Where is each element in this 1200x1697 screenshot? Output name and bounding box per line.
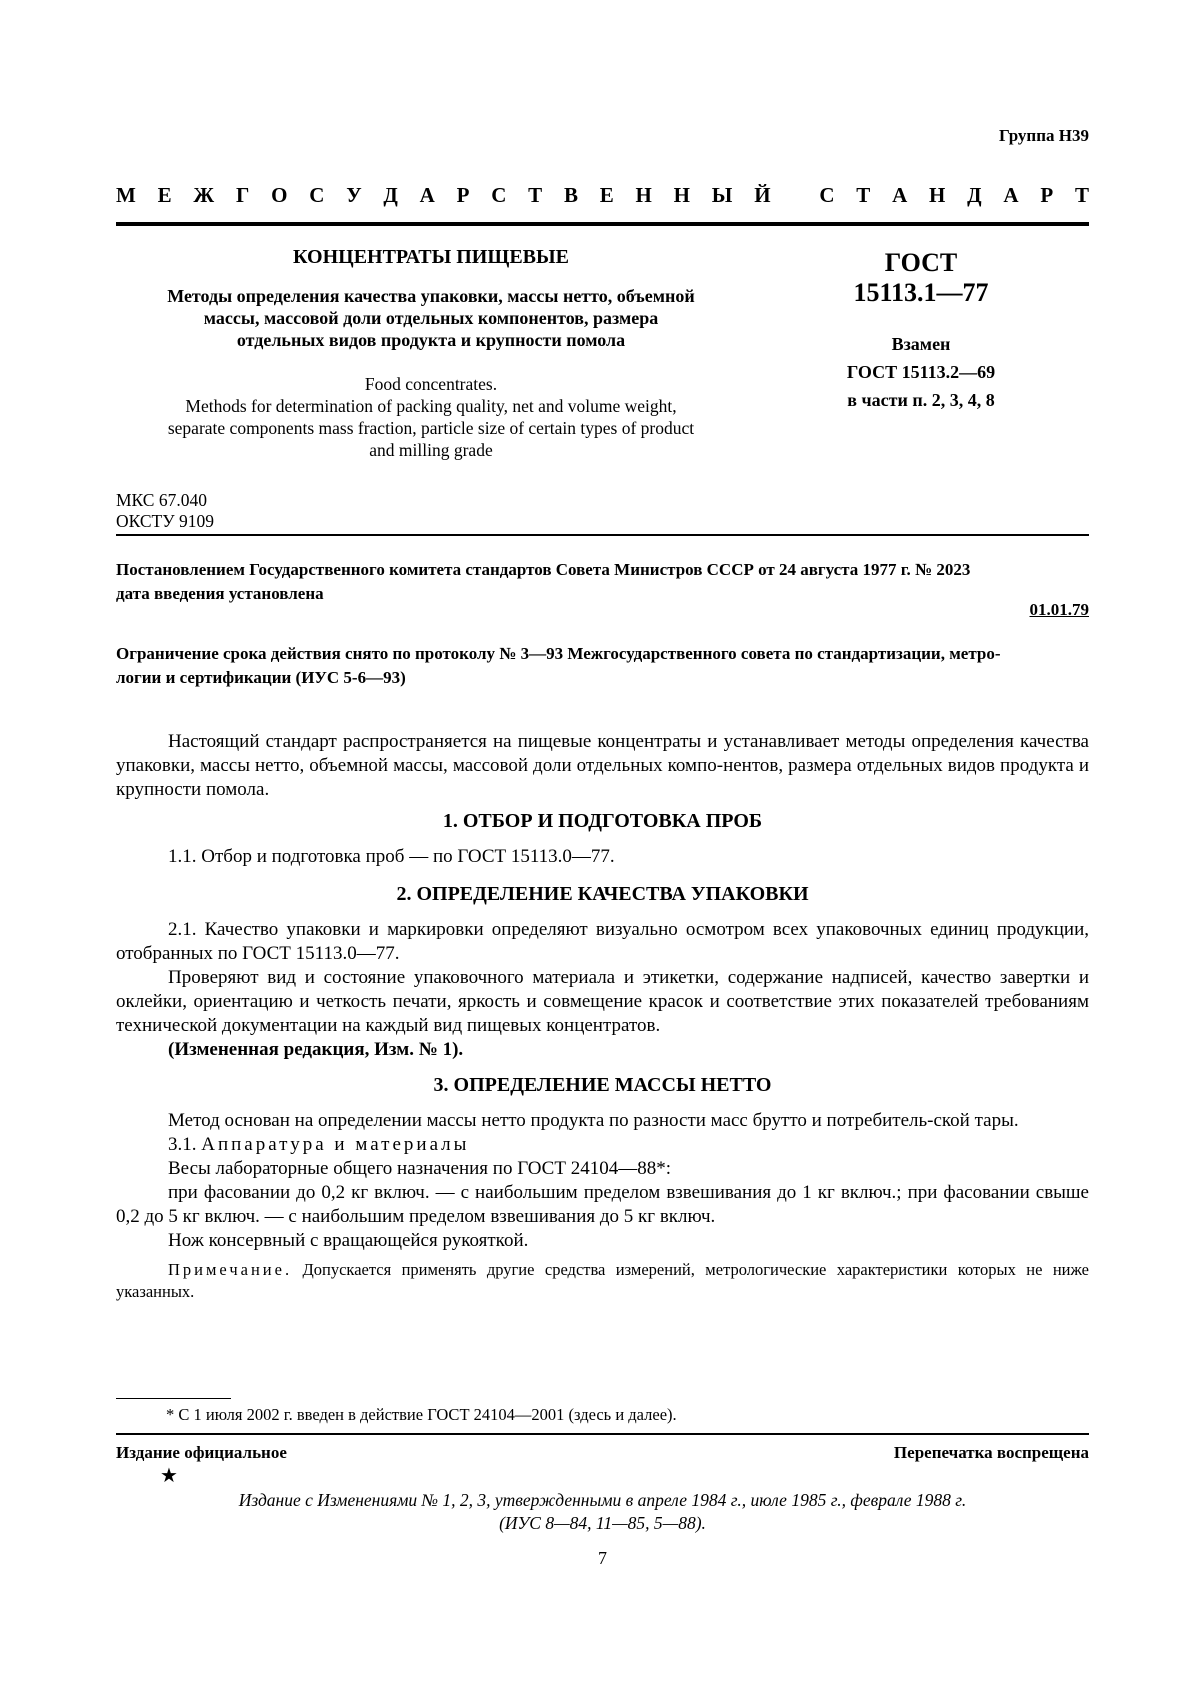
- subsection-number: 3.1.: [168, 1134, 197, 1155]
- header-letter: Н: [635, 183, 652, 207]
- header-letter: Н: [673, 183, 690, 207]
- header-letter: Г: [235, 183, 250, 207]
- restriction-line: Ограничение срока действия снято по протоколу № 3—93 Межгосударственного совета по стандартизации, метро-: [116, 644, 1001, 663]
- header-letter: Д: [967, 183, 982, 207]
- header-letter: М: [116, 183, 136, 207]
- classification-codes: [116, 490, 214, 532]
- header-letter: Д: [383, 183, 398, 207]
- edition-line: (ИУС 8—84, 11—85, 5—88).: [499, 1513, 706, 1533]
- edition-note: [116, 1489, 1089, 1535]
- header-letter: Т: [528, 183, 543, 207]
- note-label: Примечание.: [168, 1260, 293, 1279]
- header-letter: У: [346, 183, 362, 207]
- section-heading: 3. ОПРЕДЕЛЕНИЕ МАССЫ НЕТТО: [433, 1074, 772, 1096]
- replaced-standard: ГОСТ 15113.2—69: [846, 362, 996, 382]
- gost-label: ГОСТ: [884, 248, 958, 277]
- star-icon: ★: [160, 1465, 178, 1487]
- header-letter: В: [563, 183, 578, 207]
- header-gap: [792, 183, 797, 208]
- header-letter: Р: [456, 183, 470, 207]
- header-letter: А: [1003, 183, 1019, 207]
- header-letter: Н: [929, 183, 946, 207]
- subsection-title: Аппаратура и материалы: [201, 1134, 470, 1155]
- header-letter: С: [491, 183, 507, 207]
- paragraph: 1.1. Отбор и подготовка проб — по ГОСТ 15113.0—77.: [168, 846, 615, 867]
- english-line: separate components mass fraction, particle size of certain types of product: [167, 418, 695, 438]
- page-number: 7: [598, 1548, 607, 1568]
- paragraph: Проверяют вид и состояние упаковочного материала и этикетки, содержание надписей, качество завертки и оклейки, ориентацию и четкость печати, яркость и совмещение красок и соответствие этих показателей требованиям технической документации на каждый вид пищевых концентратов.: [116, 967, 1089, 1036]
- main-content: [116, 730, 1089, 1303]
- reprint-notice: Перепечатка воспрещена: [893, 1443, 1089, 1462]
- subtitle-line: отдельных видов продукта и крупности помола: [236, 330, 626, 350]
- subtitle-line: массы, массовой доли отдельных компонентов, размера: [203, 308, 659, 328]
- header-letter: Т: [1074, 183, 1089, 207]
- effective-date: 01.01.79: [1029, 600, 1089, 619]
- replaced-scope: в части п. 2, 3, 4, 8: [847, 390, 995, 410]
- header-letter: Ж: [193, 183, 215, 207]
- header-letter: Й: [754, 183, 771, 207]
- title-block: [116, 246, 746, 461]
- mks-code: МКС 67.040: [116, 490, 207, 510]
- gost-number: 15113.1—77: [853, 278, 989, 307]
- subsection-heading: [116, 1133, 1089, 1157]
- official-edition-label: Издание официальное: [116, 1443, 287, 1462]
- edition-line: Издание с Изменениями № 1, 2, 3, утвержденными в апреле 1984 г., июле 1985 г., феврале 1988 г.: [238, 1490, 967, 1510]
- note: [116, 1259, 1089, 1303]
- section-divider: [116, 534, 1089, 536]
- okstu-code: ОКСТУ 9109: [116, 511, 215, 531]
- header-letter: Е: [599, 183, 614, 207]
- note-text: Допускается применять другие средства измерений, метрологические характеристики которых не ниже указанных.: [116, 1260, 1089, 1301]
- restriction-note: [116, 642, 1089, 690]
- gost-designation: [776, 248, 1066, 414]
- subtitle-line: Методы определения качества упаковки, массы нетто, объемной: [167, 286, 695, 306]
- paragraph: при фасовании до 0,2 кг включ. — с наибольшим пределом взвешивания до 1 кг включ.; при фасовании свыше 0,2 до 5 кг включ. — с наибольшим пределом взвешивания до 5 кг включ.: [116, 1182, 1089, 1227]
- decree-line: Постановлением Государственного комитета стандартов Совета Министров СССР от 24 августа 1977 г. № 2023: [116, 560, 971, 579]
- section-heading: 1. ОТБОР И ПОДГОТОВКА ПРОБ: [442, 810, 763, 832]
- footnote: * С 1 июля 2002 г. введен в действие ГОСТ 24104—2001 (здесь и далее).: [166, 1405, 677, 1424]
- footnote-divider: [116, 1398, 231, 1399]
- header-letter: Е: [157, 183, 172, 207]
- paragraph: Нож консервный с вращающейся рукояткой.: [168, 1230, 529, 1251]
- header-letter: О: [271, 183, 288, 207]
- group-code: Группа Н39: [998, 126, 1089, 145]
- intro-paragraph: Настоящий стандарт распространяется на пищевые концентраты и устанавливает методы определения качества упаковки, массы нетто, объемной массы, массовой доли отдельных компо-нентов, размера отдельных видов продукта и крупности помола.: [116, 731, 1089, 800]
- section-heading: 2. ОПРЕДЕЛЕНИЕ КАЧЕСТВА УПАКОВКИ: [396, 883, 809, 905]
- decree-text: [116, 558, 1089, 606]
- header-letter: С: [309, 183, 325, 207]
- header-letter: Ы: [711, 183, 733, 207]
- paragraph: 2.1. Качество упаковки и маркировки определяют визуально осмотром всех упаковочных единиц продукции, отобранных по ГОСТ 15113.0—77.: [116, 919, 1089, 964]
- document-subtitle: [116, 285, 746, 351]
- paragraph: Весы лабораторные общего назначения по ГОСТ 24104—88*:: [168, 1158, 671, 1179]
- header-letter: С: [819, 183, 835, 207]
- standard-type-header: [116, 183, 1089, 208]
- header-divider: [116, 222, 1089, 226]
- header-letter: Т: [856, 183, 871, 207]
- replace-label: Взамен: [891, 334, 951, 354]
- english-title: [116, 373, 746, 461]
- paragraph: Метод основан на определении массы нетто продукта по разности масс брутто и потребитель-ской тары.: [168, 1110, 1019, 1131]
- header-letter: Р: [1040, 183, 1054, 207]
- english-line: Food concentrates.: [364, 374, 498, 394]
- document-page: [116, 0, 1089, 1697]
- amendment-note: (Измененная редакция, Изм. № 1).: [168, 1039, 464, 1060]
- document-title: КОНЦЕНТРАТЫ ПИЩЕВЫЕ: [293, 246, 569, 268]
- decree-line: дата введения установлена: [116, 584, 324, 603]
- replacement-info: [776, 330, 1066, 414]
- footer-divider: [116, 1433, 1089, 1435]
- english-line: and milling grade: [369, 440, 493, 460]
- english-line: Methods for determination of packing quality, net and volume weight,: [185, 396, 677, 416]
- header-letter: А: [419, 183, 435, 207]
- restriction-line: логии и сертификации (ИУС 5-6—93): [116, 668, 406, 687]
- header-letter: А: [892, 183, 908, 207]
